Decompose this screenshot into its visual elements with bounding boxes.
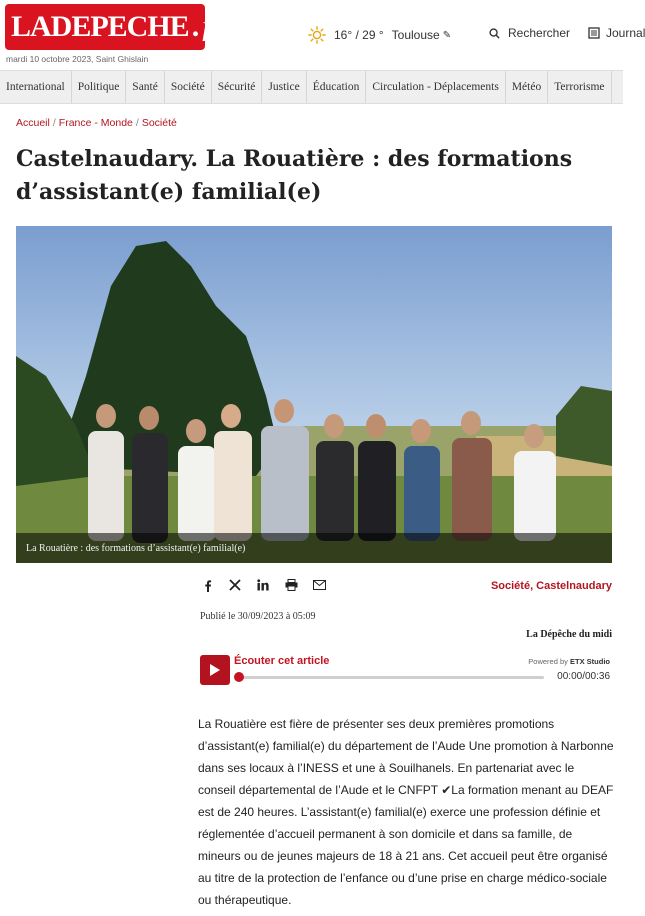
nav-item-terrorisme[interactable]: Terrorisme [548, 71, 611, 103]
newspaper-icon [588, 27, 600, 39]
nav-item-societe[interactable]: Société [165, 71, 212, 103]
twitter-icon[interactable] [228, 578, 242, 592]
article-source: La Dépêche du midi [526, 629, 612, 640]
breadcrumb-france-monde[interactable]: France - Monde [58, 117, 133, 129]
nav-item-international[interactable]: International [0, 71, 72, 103]
linkedin-icon[interactable] [256, 578, 270, 592]
powered-brand: ETX Studio [570, 657, 610, 666]
search-label: Rechercher [508, 26, 571, 40]
weather-widget[interactable] [308, 26, 451, 44]
weather-city: Toulouse [391, 28, 440, 42]
article-title: Castelnaudary. La Rouatière : des formations d’assistant(e) familial(e) [16, 146, 573, 205]
nav-item-sante[interactable]: Santé [126, 71, 165, 103]
audio-progress-handle[interactable] [234, 672, 244, 682]
group-photo-image [16, 226, 612, 563]
article-tags[interactable]: Société, Castelnaudary [490, 580, 612, 592]
nav-item-education[interactable]: Éducation [307, 71, 367, 103]
site-header [0, 0, 645, 70]
email-icon[interactable] [312, 578, 326, 592]
photo-caption: La Rouatière : des formations d’assistant(e) familial(e) [16, 533, 612, 563]
journal-button[interactable] [588, 26, 645, 40]
print-icon[interactable] [284, 578, 298, 592]
breadcrumb-societe[interactable]: Société [141, 117, 177, 129]
search-icon [489, 28, 500, 39]
site-logo[interactable] [5, 4, 221, 50]
powered-prefix: Powered by [528, 657, 568, 666]
date-line: mardi 10 octobre 2023, Saint Ghislain [6, 54, 149, 64]
share-bar [200, 578, 326, 592]
logo-dot: . [191, 10, 200, 43]
powered-by [528, 657, 610, 666]
main-nav [0, 70, 623, 104]
breadcrumb [16, 117, 177, 129]
article-photo[interactable] [16, 226, 612, 563]
play-button[interactable] [200, 655, 230, 685]
breadcrumb-separator: / [52, 117, 56, 129]
publish-date: Publié le 30/09/2023 à 05:09 [200, 611, 316, 622]
nav-item-meteo[interactable]: Météo [506, 71, 548, 103]
pencil-icon[interactable]: ✎ [442, 29, 452, 41]
audio-label: Écouter cet article [234, 655, 330, 667]
nav-item-justice[interactable]: Justice [262, 71, 306, 103]
search-button[interactable] [489, 26, 570, 40]
nav-item-circulation[interactable]: Circulation - Déplacements [366, 71, 505, 103]
weather-temps: 16° / 29 ° [334, 28, 384, 42]
audio-progress-track[interactable] [236, 676, 544, 679]
logo-tld: fr [202, 11, 221, 42]
audio-time: 00:00/00:36 [557, 671, 610, 682]
breadcrumb-home[interactable]: Accueil [16, 117, 50, 129]
nav-item-politique[interactable]: Politique [72, 71, 127, 103]
nav-item-securite[interactable]: Sécurité [212, 71, 263, 103]
play-icon [209, 663, 221, 677]
breadcrumb-separator: / [135, 117, 139, 129]
sun-icon [308, 26, 326, 44]
logo-brand: LADEPECHE [11, 10, 189, 43]
article-body: La Rouatière est fière de présenter ses deux premières promotions d’assistant(e) familial(e) du département de l’Aude Une promotion à Narbonne dans ses locaux à l’INESS et une à Souilhanels. En partenariat avec le conseil départemental de l’Aude et le CNFPT ✔La formation menant au DEAF est de 240 heures. L’assistant(e) familial(e) exerce une profession définie et réglementée d’accueil permanent à son domicile et dans sa famille, de mineurs ou de jeunes majeurs de 18 à 21 ans. Cet accueil peut être organisé au titre de la protection de l’enfance ou d’une prise en charge médico-sociale ou thérapeutique. [198, 717, 614, 907]
journal-label: Journal [606, 26, 645, 40]
facebook-icon[interactable] [200, 578, 214, 592]
audio-player [200, 651, 612, 691]
